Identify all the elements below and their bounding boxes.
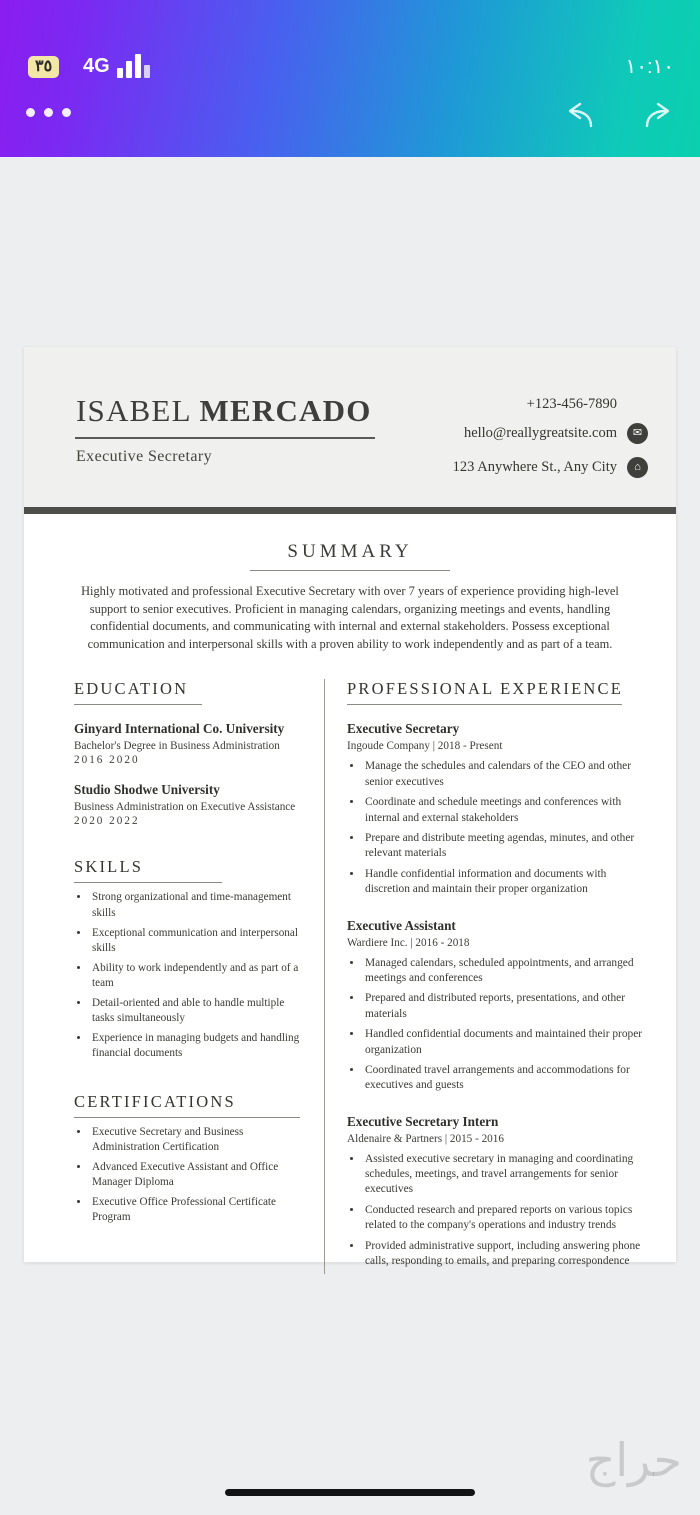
list-item: • Handle confidential information and documents with discretion and maintain their proper organization xyxy=(363,867,650,898)
education-item xyxy=(74,721,306,766)
undo-arrow-icon[interactable] xyxy=(558,96,604,140)
resume-header xyxy=(24,347,676,507)
network-type-label: 4G xyxy=(83,55,110,77)
status-clock: ١٠:١٠ xyxy=(625,56,674,78)
certifications-underline xyxy=(74,1117,300,1118)
resume-document[interactable] xyxy=(24,347,676,1268)
list-item: • Conducted research and prepared reports on various topics related to the company's operations and industry trends xyxy=(363,1203,650,1234)
education-degree: Bachelor's Degree in Business Administration xyxy=(74,740,280,753)
summary-heading: SUMMARY xyxy=(287,541,413,562)
list-item: • Ability to work independently and as part of a team xyxy=(90,961,306,991)
list-item: • Provided administrative support, including answering phone calls, responding to emails, and preparing correspondence xyxy=(363,1239,650,1270)
envelope-icon: ✉ xyxy=(627,423,648,444)
list-item: • Coordinate and schedule meetings and conferences with internal and external stakeholders xyxy=(363,795,650,826)
list-item: • Handled confidential documents and maintained their proper organization xyxy=(363,1027,650,1058)
list-item: • Advanced Executive Assistant and Office Manager Diploma xyxy=(90,1160,306,1190)
experience-item xyxy=(347,918,650,1094)
experience-job-title: Executive Secretary xyxy=(347,721,460,737)
skills-list xyxy=(90,890,306,1061)
sim-badge: ٣٥ xyxy=(28,56,59,78)
signal-bars-icon xyxy=(117,54,151,78)
skills-underline xyxy=(74,882,222,883)
education-school: Studio Shodwe University xyxy=(74,782,220,798)
contact-address-row xyxy=(453,450,648,484)
list-item: • Manage the schedules and calendars of the CEO and other senior executives xyxy=(363,759,650,790)
home-indicator[interactable] xyxy=(225,1489,475,1496)
home-icon: ⌂ xyxy=(627,457,648,478)
page-title xyxy=(76,393,372,429)
list-item: • Managed calendars, scheduled appointments, and arranged meetings and conferences xyxy=(363,956,650,987)
experience-job-title: Executive Secretary Intern xyxy=(347,1113,499,1129)
last-name: MERCADO xyxy=(199,393,372,428)
phone-icon xyxy=(627,394,648,415)
email-value: hello@reallygreatsite.com xyxy=(463,424,617,441)
right-column xyxy=(347,679,650,1274)
list-item: • Executive Office Professional Certificate Program xyxy=(90,1195,306,1225)
status-bar xyxy=(0,26,700,78)
editor-toolbar xyxy=(0,96,700,140)
experience-company: Ingoude Company | 2018 - Present xyxy=(347,740,503,753)
experience-item xyxy=(347,1114,650,1270)
address-value: 123 Anywhere St., Any City xyxy=(452,458,617,475)
list-item: • Strong organizational and time-management skills xyxy=(90,890,306,920)
header-divider xyxy=(24,507,676,514)
education-dates: 2016 2020 xyxy=(74,754,140,767)
list-item: • Assisted executive secretary in managing and coordinating schedules, meetings, and travel arrangements for senior executives xyxy=(363,1152,650,1198)
education-item xyxy=(74,782,306,827)
left-column xyxy=(74,679,324,1274)
education-underline xyxy=(74,704,202,705)
experience-company: Aldenaire & Partners | 2015 - 2016 xyxy=(347,1132,504,1145)
experience-heading: PROFESSIONAL EXPERIENCE xyxy=(347,679,623,699)
skills-heading: SKILLS xyxy=(74,857,144,877)
education-degree: Business Administration on Executive Assistance xyxy=(74,801,296,814)
certifications-section xyxy=(74,1092,306,1226)
more-options-icon[interactable] xyxy=(22,102,75,123)
experience-bullets xyxy=(363,956,650,1094)
summary-underline xyxy=(250,570,450,571)
education-heading: EDUCATION xyxy=(74,679,189,699)
experience-underline xyxy=(347,704,622,705)
column-divider xyxy=(324,679,325,1274)
experience-bullets xyxy=(363,759,650,897)
redo-arrow-icon[interactable] xyxy=(634,96,680,140)
watermark: حراج xyxy=(585,1435,682,1486)
experience-bullets xyxy=(363,1152,650,1270)
list-item: • Detail-oriented and able to handle multiple tasks simultaneously xyxy=(90,996,306,1026)
experience-company: Wardiere Inc. | 2016 - 2018 xyxy=(347,936,470,949)
list-item: • Coordinated travel arrangements and accommodations for executives and guests xyxy=(363,1063,650,1094)
education-section xyxy=(74,679,306,827)
experience-job-title: Executive Assistant xyxy=(347,917,456,933)
phone-value: +123-456-7890 xyxy=(526,395,617,412)
experience-item xyxy=(347,721,650,897)
contact-email-row xyxy=(453,416,648,450)
summary-text: Highly motivated and professional Executive Secretary with over 7 years of experience providing high-level support to senior executives. Proficient in managing calendars, organizing meetings and events, handling confidential documents, and communicating with internal and external stakeholders. Possess exceptional communication and interpersonal skills with a proven ability to work independently and as part of a team. xyxy=(81,584,619,651)
skills-section xyxy=(74,857,306,1061)
job-role-label: Executive Secretary xyxy=(76,448,212,465)
list-item: • Prepared and distributed reports, presentations, and other materials xyxy=(363,991,650,1022)
contact-phone-row xyxy=(453,392,648,416)
education-dates: 2020 2022 xyxy=(74,815,140,828)
list-item: • Executive Secretary and Business Administration Certification xyxy=(90,1125,306,1155)
resume-columns xyxy=(24,679,676,1274)
name-underline xyxy=(75,437,375,439)
first-name: ISABEL xyxy=(76,393,191,428)
certifications-heading: CERTIFICATIONS xyxy=(74,1091,236,1111)
education-school: Ginyard International Co. University xyxy=(74,721,285,737)
contact-block xyxy=(453,392,648,484)
resume-body xyxy=(24,541,676,1284)
list-item: • Prepare and distribute meeting agendas, minutes, and other relevant materials xyxy=(363,831,650,862)
list-item: • Experience in managing budgets and handling financial documents xyxy=(90,1031,306,1061)
certifications-list xyxy=(90,1125,306,1226)
list-item: • Exceptional communication and interpersonal skills xyxy=(90,926,306,956)
app-topbar xyxy=(0,0,700,157)
